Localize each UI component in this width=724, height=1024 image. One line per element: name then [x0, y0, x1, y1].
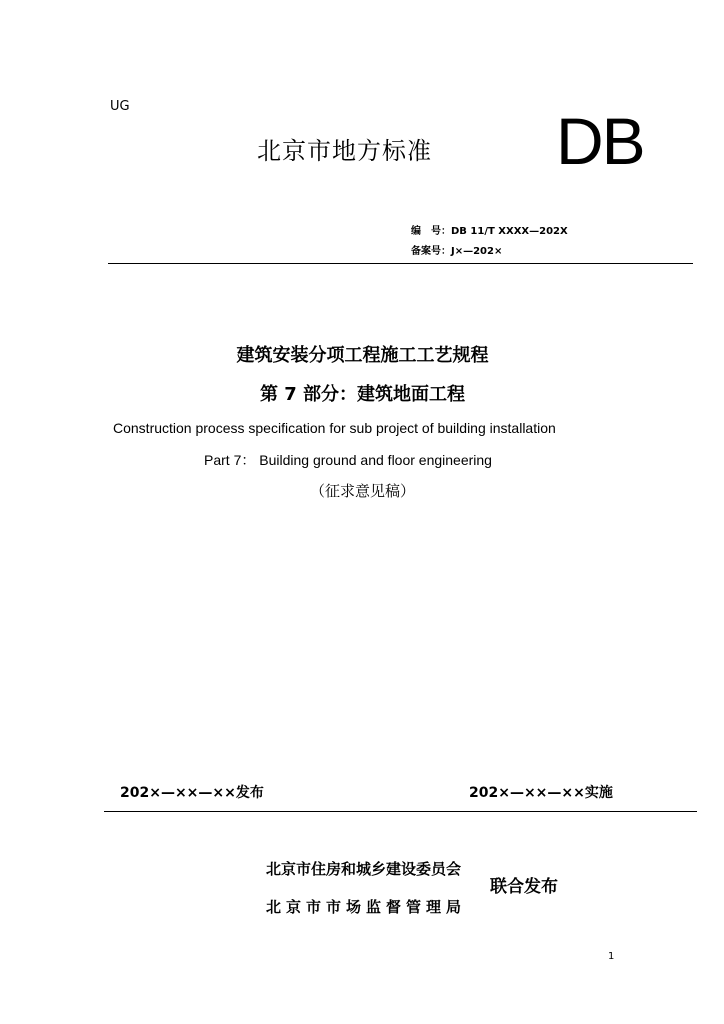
subtitle-en: Part 7： Building ground and floor engineering [204, 452, 492, 468]
implementation-date: 202×—××—××实施 [469, 785, 613, 801]
draft-status: （征求意见稿） [309, 482, 415, 500]
subtitle-zh: 第 7 部分：建筑地面工程 [259, 384, 466, 405]
record-number-value: J×—202× [451, 246, 503, 257]
issuer-market-bureau: 北京市市场监督管理局 [266, 898, 467, 916]
top-divider [108, 263, 693, 264]
issuer-housing-commission: 北京市住房和城乡建设委员会 [266, 860, 462, 878]
title-zh: 建筑安装分项工程施工工艺规程 [236, 345, 489, 366]
joint-issue-label: 联合发布 [490, 877, 558, 897]
standard-name: 北京市地方标准 [257, 137, 432, 165]
standard-number-value: DB 11/T XXXX—202X [451, 226, 568, 237]
record-number-label: 备案号： [411, 246, 451, 257]
bottom-divider [104, 811, 697, 812]
record-number-row [411, 242, 568, 262]
db-logo: DB [556, 104, 644, 178]
title-en: Construction process specification for sub project of building installation [113, 420, 556, 436]
identifiers-block [411, 222, 568, 262]
standard-number-row [411, 222, 568, 242]
category-code: UG [110, 99, 130, 114]
issue-date: 202×—××—××发布 [120, 785, 264, 801]
standard-number-label: 编 号： [411, 226, 451, 237]
page-number: 1 [608, 951, 615, 962]
